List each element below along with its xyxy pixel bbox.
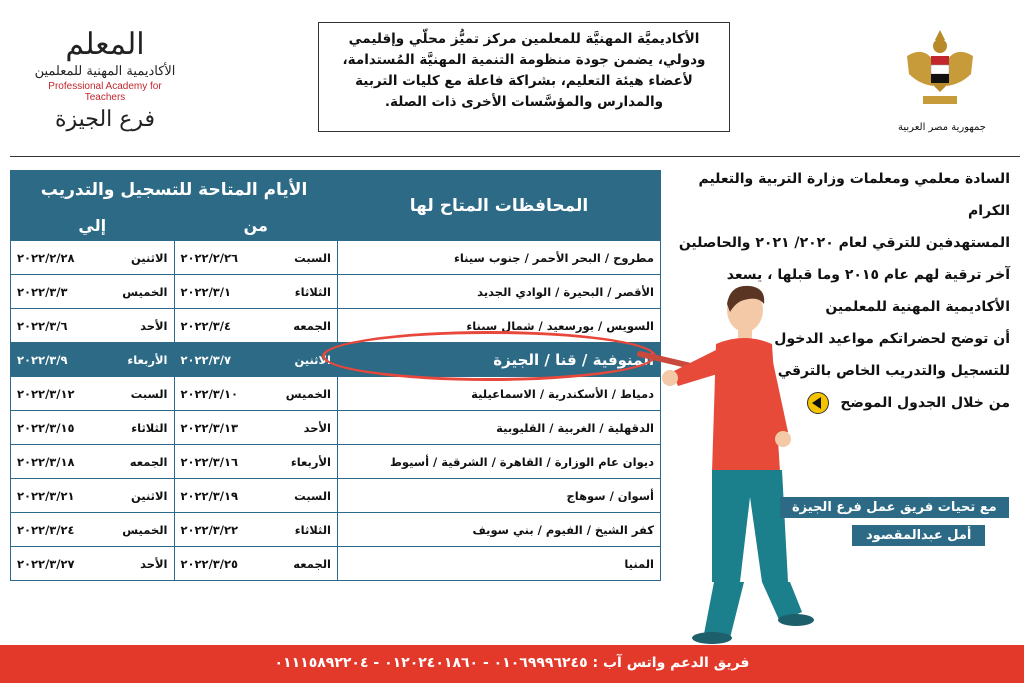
- from-date: ٢٠٢٢/٣/٤: [180, 318, 232, 333]
- governorates-cell: دمياط / الأسكندرية / الاسماعيلية: [338, 377, 661, 411]
- to-cell: [11, 547, 175, 581]
- highlight-ellipse: [322, 331, 656, 381]
- mission-statement: الأكاديميَّة المهنيَّة للمعلمين مركز تميُّز محلّي وإقليمي ودولي، يضمن جودة منظومة التنمية المهنيَّة المُستدامة، لأعضاء هيئة التعليم، بشراكة فاعلة مع كليات التربية والمدارس والمؤسَّسات الأخرى ذات الصلة.: [318, 22, 730, 132]
- from-date: ٢٠٢٢/٢/٢٦: [180, 250, 239, 265]
- to-day: السبت: [130, 386, 168, 401]
- to-date: ٢٠٢٢/٣/١٨: [17, 454, 75, 469]
- pointer-left-icon: [807, 392, 829, 414]
- from-cell: [174, 513, 338, 547]
- to-day: الخميس: [122, 522, 168, 537]
- to-cell: [11, 445, 175, 479]
- to-day: الجمعه: [129, 454, 168, 469]
- col-days-header: الأيام المتاحة للتسجيل والتدريب: [11, 171, 338, 210]
- table-row: [11, 547, 661, 581]
- header-divider: [10, 156, 1020, 157]
- to-date: ٢٠٢٢/٣/١٥: [17, 420, 75, 435]
- from-day: الأربعاء: [290, 454, 331, 469]
- notice-line: المستهدفين للترقي لعام ٢٠٢٠/ ٢٠٢١ والحاصلين: [678, 235, 1010, 251]
- notice-line: للتسجيل والتدريب الخاص بالترقي: [777, 363, 1010, 379]
- republic-label: جمهورية مصر العربية: [898, 122, 986, 133]
- academy-name-en: Professional Academy for Teachers: [48, 81, 162, 103]
- academy-name-ar: الأكاديمية المهنية للمعلمين: [34, 64, 176, 79]
- to-day: الاثنين: [130, 250, 168, 265]
- from-date: ٢٠٢٢/٣/٧: [180, 352, 232, 367]
- credit-team: مع تحيات فريق عمل فرع الجيزة: [780, 497, 1009, 518]
- egypt-eagle-emblem-icon: [905, 26, 975, 114]
- to-day: الثلاثاء: [131, 420, 168, 435]
- from-day: السبت: [294, 488, 331, 503]
- branch-name: فرع الجيزة: [54, 107, 156, 132]
- to-cell: [11, 377, 175, 411]
- from-day: السبت: [294, 250, 331, 265]
- from-day: الجمعه: [293, 318, 331, 333]
- notice-line: من خلال الجدول الموضح: [840, 395, 1010, 411]
- to-day: الأربعاء: [127, 352, 168, 367]
- from-day: الاثنين: [294, 352, 331, 367]
- from-day: الثلاثاء: [294, 284, 331, 299]
- to-date: ٢٠٢٢/٣/٩: [17, 352, 68, 367]
- governorates-cell: الأقصر / البحيرة / الوادي الجديد: [338, 275, 661, 309]
- from-date: ٢٠٢٢/٣/٢٥: [180, 556, 239, 571]
- governorates-cell: الدقهلية / الغربية / القليوبية: [338, 411, 661, 445]
- from-cell: [174, 377, 338, 411]
- support-whatsapp: فريق الدعم واتس آب : ٠١٠٦٩٩٩٦٢٤٥ - ٠١٢٠٢٤٠١٨٦٠ - ٠١١١٥٨٩٢٢٠٤: [274, 655, 750, 671]
- academy-logo-mark: المعلم: [65, 27, 145, 62]
- from-date: ٢٠٢٢/٣/١٣: [180, 420, 239, 435]
- from-date: ٢٠٢٢/٣/١: [180, 284, 232, 299]
- credit-name: أمل عبدالمقصود: [852, 525, 985, 546]
- col-governorates-header: المحافظات المتاح لها: [338, 171, 661, 241]
- col-to-header: إلي: [11, 210, 175, 241]
- notice-line: السادة معلمي ومعلمات وزارة التربية والتعليم الكرام: [698, 171, 1010, 219]
- to-date: ٢٠٢٢/٣/٢١: [17, 488, 75, 503]
- from-day: الخميس: [285, 386, 331, 401]
- to-date: ٢٠٢٢/٣/٢٤: [17, 522, 75, 537]
- to-date: ٢٠٢٢/٢/٢٨: [17, 250, 75, 265]
- from-day: الثلاثاء: [294, 522, 331, 537]
- to-date: ٢٠٢٢/٣/١٢: [17, 386, 75, 401]
- from-cell: [174, 241, 338, 275]
- notice-line: أن توضح لحضراتكم مواعيد الدخول: [774, 331, 1010, 347]
- governorates-cell: السويس / بورسعيد / شمال سيناء: [338, 309, 661, 343]
- governorates-cell: المنيا: [338, 547, 661, 581]
- notice-text: [665, 163, 1010, 419]
- to-date: ٢٠٢٢/٣/٣: [17, 284, 68, 299]
- governorates-cell: المنوفية / قنا / الجيزة: [338, 343, 661, 377]
- table-row: [11, 479, 661, 513]
- table-row: [11, 445, 661, 479]
- to-date: ٢٠٢٢/٣/٢٧: [17, 556, 75, 571]
- from-cell: [174, 445, 338, 479]
- table-row: [11, 275, 661, 309]
- to-cell: [11, 309, 175, 343]
- table-row: [11, 411, 661, 445]
- governorates-cell: ديوان عام الوزارة / القاهرة / الشرقية / أسيوط: [338, 445, 661, 479]
- to-day: الأحد: [140, 318, 168, 333]
- to-cell: [11, 343, 175, 377]
- from-day: الجمعه: [293, 556, 331, 571]
- from-date: ٢٠٢٢/٣/٢٢: [180, 522, 239, 537]
- from-date: ٢٠٢٢/٣/١٠: [180, 386, 239, 401]
- table-row: [11, 241, 661, 275]
- from-cell: [174, 309, 338, 343]
- governorates-cell: أسوان / سوهاج: [338, 479, 661, 513]
- table-row: [11, 377, 661, 411]
- from-cell: [174, 479, 338, 513]
- notice-line: آخر ترقية لهم عام ٢٠١٥ وما قبلها ، يسعد: [726, 267, 1010, 283]
- notice-line-last: [665, 387, 1010, 419]
- to-cell: [11, 513, 175, 547]
- to-cell: [11, 411, 175, 445]
- to-cell: [11, 275, 175, 309]
- to-day: الخميس: [122, 284, 168, 299]
- from-cell: [174, 411, 338, 445]
- to-cell: [11, 241, 175, 275]
- governorates-cell: كفر الشيخ / الفيوم / بني سويف: [338, 513, 661, 547]
- from-date: ٢٠٢٢/٣/١٩: [180, 488, 239, 503]
- to-day: الأحد: [140, 556, 168, 571]
- to-day: الاثنين: [130, 488, 168, 503]
- from-cell: [174, 343, 338, 377]
- to-date: ٢٠٢٢/٣/٦: [17, 318, 68, 333]
- to-cell: [11, 479, 175, 513]
- from-cell: [174, 547, 338, 581]
- from-date: ٢٠٢٢/٣/١٦: [180, 454, 239, 469]
- col-from-header: من: [174, 210, 338, 241]
- academy-logo: [30, 20, 180, 150]
- notice-line: الأكاديمية المهنية للمعلمين: [825, 299, 1010, 315]
- governorates-cell: مطروح / البحر الأحمر / جنوب سيناء: [338, 241, 661, 275]
- from-cell: [174, 275, 338, 309]
- table-row: [11, 513, 661, 547]
- from-day: الأحد: [303, 420, 331, 435]
